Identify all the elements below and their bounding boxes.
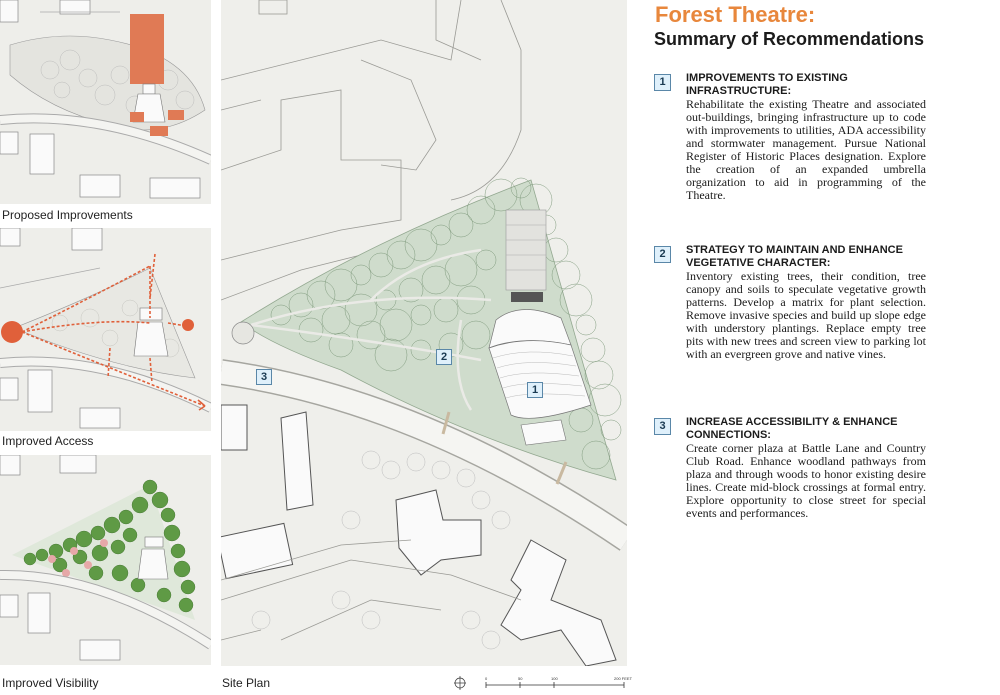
caption-improved-visibility: Improved Visibility xyxy=(2,676,99,690)
scale-bar xyxy=(452,676,632,690)
scale-tick-0: 0 xyxy=(485,676,488,681)
page-title: Forest Theatre: xyxy=(655,2,816,27)
scale-tick-200: 200 FEET xyxy=(614,676,633,681)
caption-improved-access: Improved Access xyxy=(2,434,94,448)
site-plan-map xyxy=(221,0,627,666)
recommendation-heading: STRATEGY TO MAINTAIN AND ENHANCE VEGETATIVE CHARACTER: xyxy=(686,244,903,269)
caption-proposed-improvements: Proposed Improvements xyxy=(2,208,133,222)
improved-visibility-map xyxy=(0,455,211,665)
recommendation-body: Rehabilitate the existing Theatre and associated out-buildings, bringing infrastructure up to code with improvements to utilities, ADA accessibility and stormwater management. Pursue National Register of Historic Places designation. Explore the creation of an expanded umbrella organization to aid in programming of the Theatre. xyxy=(686,97,926,202)
recommendation-body: Create corner plaza at Battle Lane and Country Club Road. Enhance woodland pathways from plaza and through woods to honor existing desire lines. Create mid-block crossings at formal entry. Explore opportunity to close street for special events and performances. xyxy=(686,441,926,520)
scale-tick-100: 100 xyxy=(551,676,558,681)
recommendation-number: 3 xyxy=(654,418,671,435)
caption-site-plan: Site Plan xyxy=(222,676,271,690)
map-marker-2: 2 xyxy=(436,349,452,365)
recommendation-heading: IMPROVEMENTS TO EXISTING INFRASTRUCTURE: xyxy=(686,72,848,97)
recommendation-number: 1 xyxy=(654,74,671,91)
recommendation-body: Inventory existing trees, their condition, tree canopy and soils to speculate vegetative growth patterns. Develop a matrix for plant selection. Remove invasive species and build up slope edge with understory plantings. Replace empty tree pits with new trees and screen view to parking lot with an evergreen grove and native vines. xyxy=(686,269,926,361)
recommendation-2 xyxy=(654,244,926,361)
recommendation-heading: INCREASE ACCESSIBILITY & ENHANCE CONNECTIONS: xyxy=(686,416,898,441)
recommendation-3 xyxy=(654,416,926,520)
scale-tick-50: 50 xyxy=(518,676,523,681)
map-marker-3: 3 xyxy=(256,369,272,385)
map-marker-1: 1 xyxy=(527,382,543,398)
recommendation-number: 2 xyxy=(654,246,671,263)
improved-access-map xyxy=(0,228,211,431)
recommendation-1 xyxy=(654,72,926,202)
proposed-improvements-map xyxy=(0,0,211,204)
page-subtitle: Summary of Recommendations xyxy=(654,29,925,49)
